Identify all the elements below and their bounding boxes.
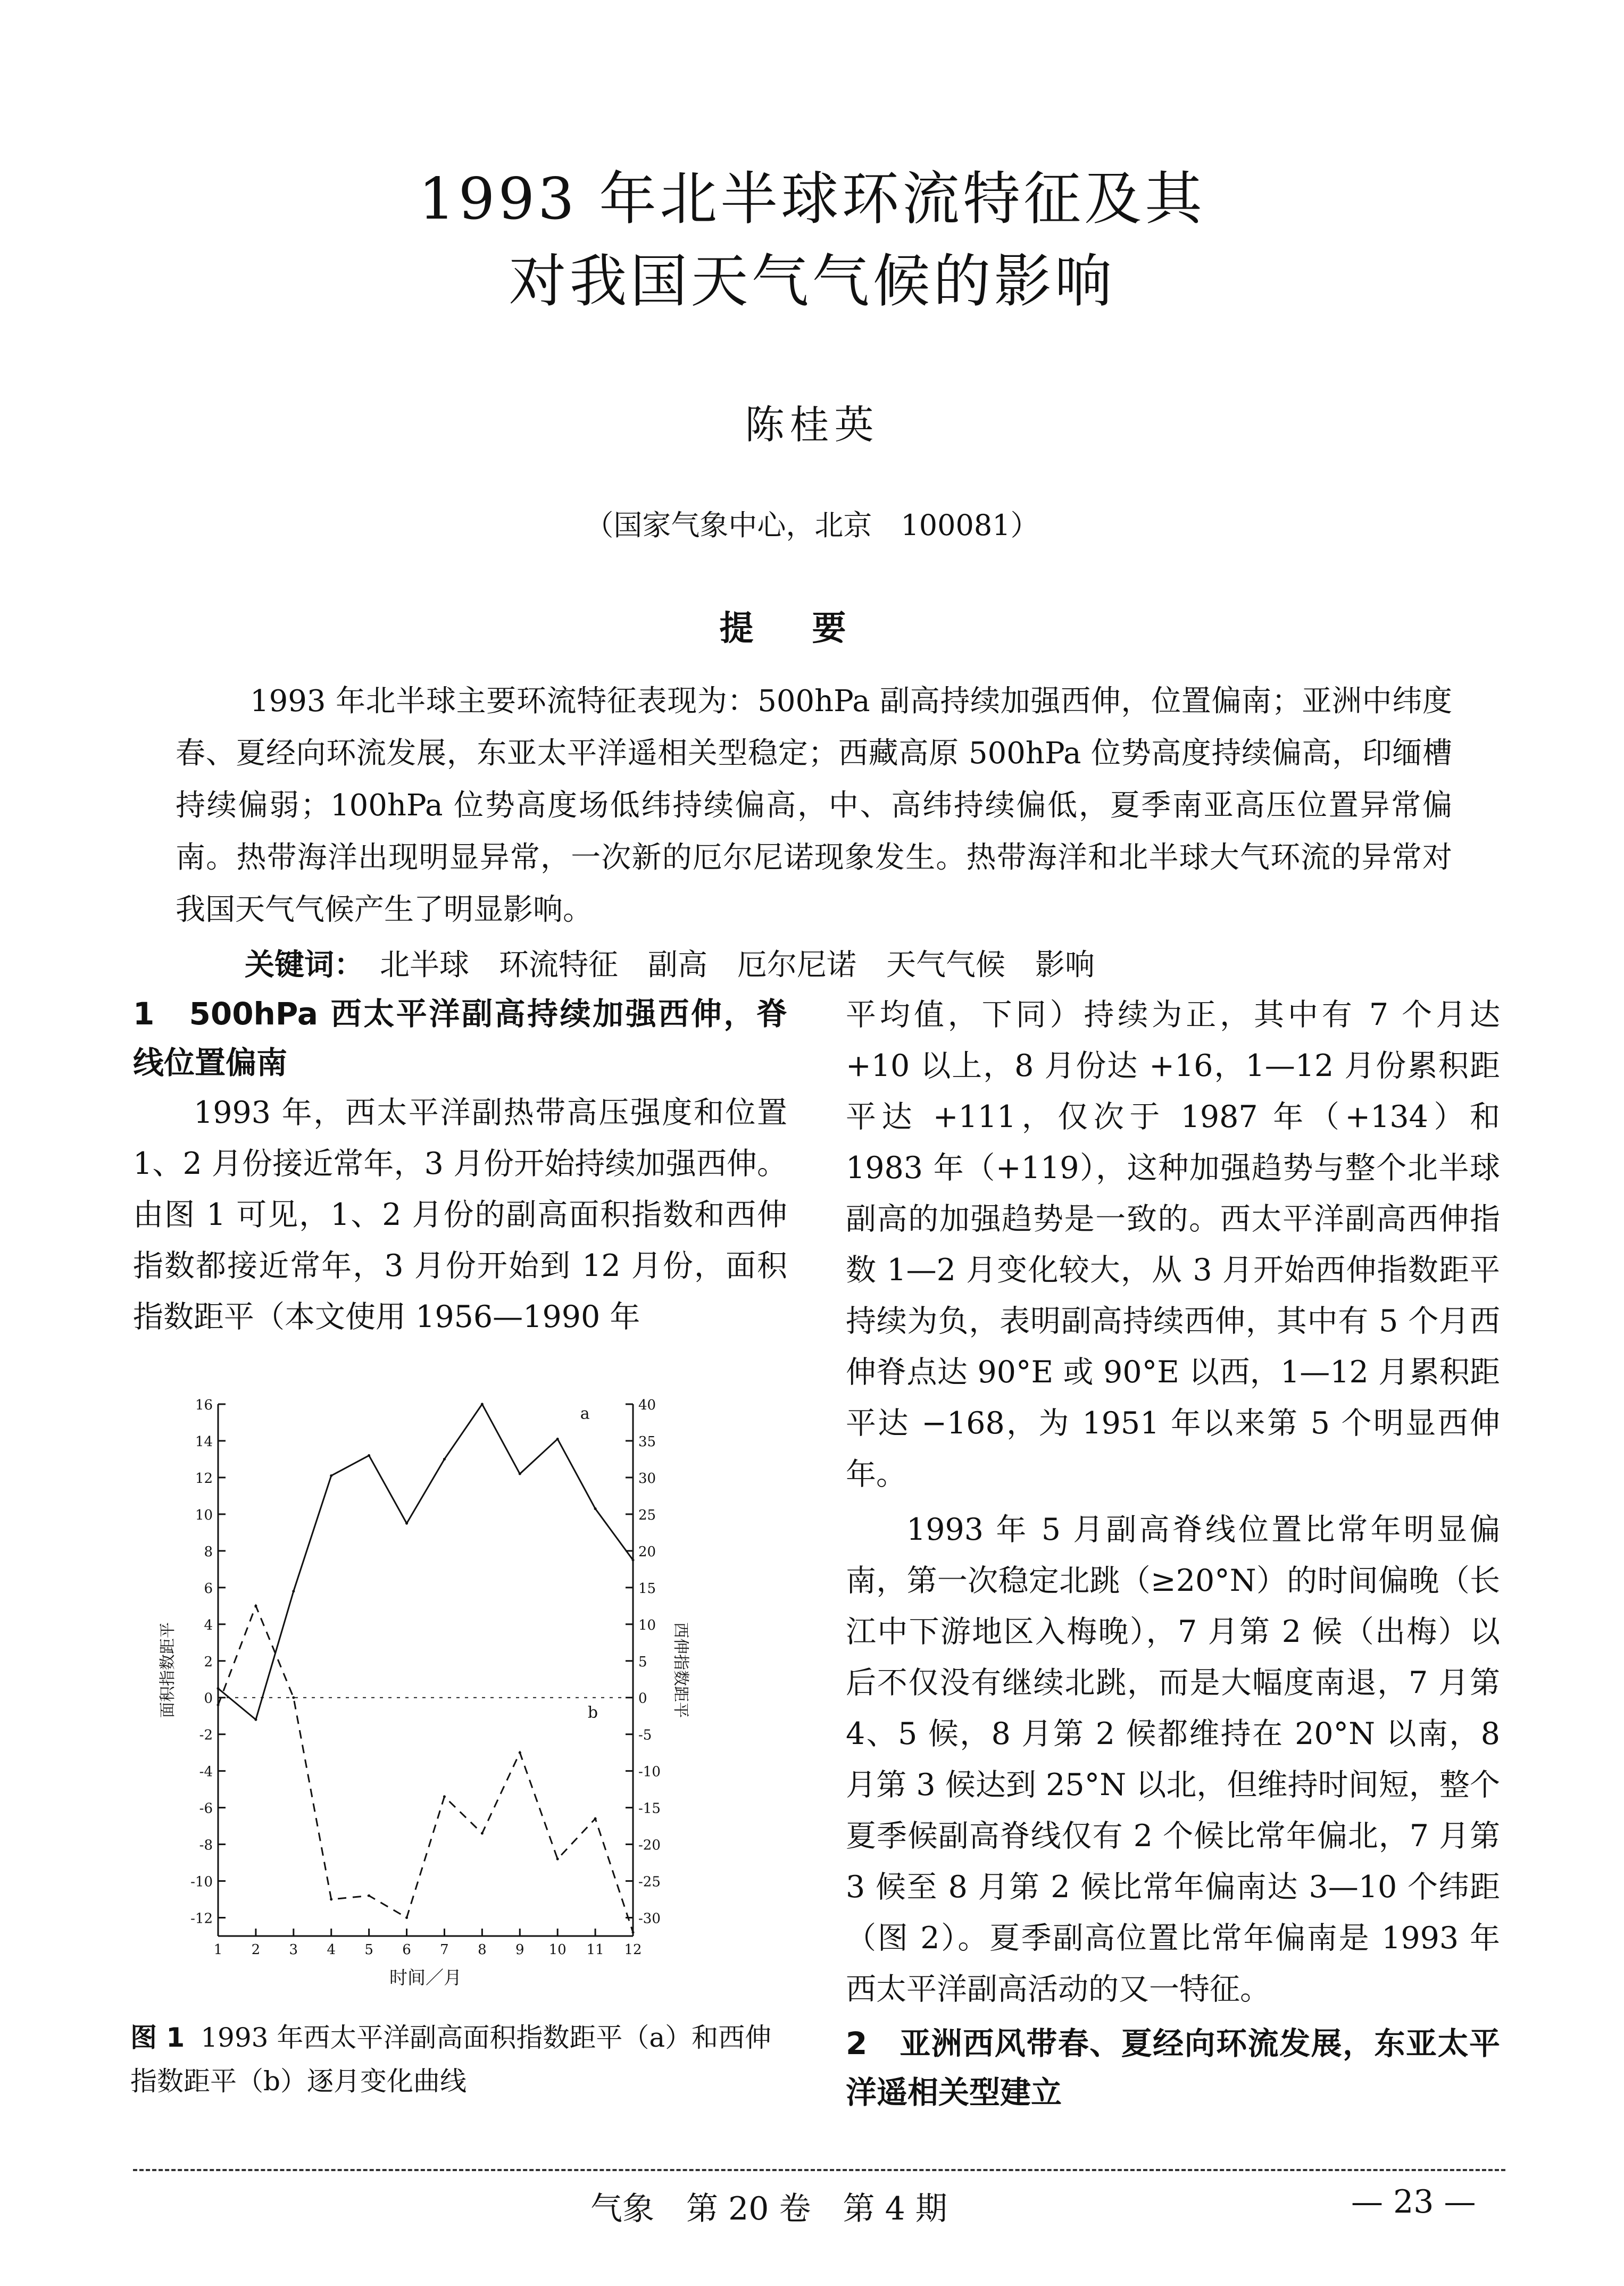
- series-label-b: b: [587, 1703, 598, 1722]
- y-right-tick-label: 40: [638, 1397, 656, 1413]
- data-point-a: [481, 1403, 484, 1406]
- data-point-a: [519, 1473, 521, 1475]
- data-point-a: [292, 1590, 295, 1592]
- y-right-tick-label: -30: [638, 1910, 661, 1927]
- y-left-tick-label: 12: [195, 1470, 213, 1487]
- data-point-b: [443, 1795, 446, 1798]
- y-right-tick-label: -5: [638, 1727, 652, 1743]
- y-right-tick-label: -15: [638, 1800, 661, 1817]
- y-left-tick-label: -8: [199, 1837, 213, 1854]
- x-tick-label: 3: [289, 1942, 298, 1958]
- x-axis-title: 时间／月: [389, 1967, 462, 1989]
- data-point-a: [632, 1559, 635, 1562]
- footer-rule: [133, 2169, 1505, 2171]
- paper-title-line2: 对我国天气气候的影响: [509, 248, 1115, 315]
- x-tick-label: 2: [251, 1942, 261, 1958]
- data-point-a: [443, 1458, 446, 1461]
- figure-1-chart: [138, 1372, 690, 1995]
- y-left-tick-label: 10: [195, 1507, 213, 1523]
- y-left-tick-label: -10: [190, 1874, 213, 1890]
- x-tick-label: 10: [548, 1942, 567, 1958]
- y-right-tick-label: -25: [638, 1874, 661, 1890]
- x-tick-label: 9: [515, 1942, 524, 1958]
- keywords-list: 北半球 环流特征 副高 厄尔尼诺 天气气候 影响: [380, 948, 1095, 982]
- y-left-tick-label: -6: [199, 1800, 213, 1817]
- y-left-tick-label: 0: [204, 1690, 213, 1707]
- abstract-text: 1993 年北半球主要环流特征表现为：500hPa 副高持续加强西伸，位置偏南；亚洲中纬度春、夏经向环流发展，东亚太平洋遥相关型稳定；西藏高原 500hPa 位势高度持续偏高，印缅槽持续偏弱；100hPa 位势高度场低纬持续偏高，中、高纬持续偏低，夏季南亚高压位置异常偏南。热带海洋出现明显异常，一次新的厄尔尼诺现象发生。热带海洋和北半球大气环流的异常对我国天气气候产生了明显影响。: [176, 684, 1452, 927]
- paragraph-1: 1993 年，西太平洋副热带高压强度和位置 1、2 月份接近常年，3 月份开始持续加强西伸。由图 1 可见，1、2 月份的副高面积指数和西伸指数都接近常年，3 月份开始到 12 月份，面积指数距平（本文使用 1956—1990 年: [133, 1095, 787, 1334]
- x-tick-label: 4: [327, 1942, 336, 1958]
- chart-series: [217, 1403, 635, 1934]
- data-point-a: [405, 1522, 408, 1525]
- y-right-tick-label: 10: [638, 1617, 656, 1633]
- x-tick-label: 8: [478, 1942, 487, 1958]
- data-point-a: [556, 1438, 559, 1440]
- right-column: [846, 989, 1500, 2117]
- y-left-tick-label: 2: [204, 1654, 213, 1670]
- figure-caption: [130, 2016, 785, 2103]
- data-point-b: [594, 1817, 597, 1820]
- keywords-label: 关键词：: [245, 947, 364, 982]
- figure-caption-text: 1993 年西太平洋副高面积指数距平（a）和西伸指数距平（b）逐月变化曲线: [130, 2022, 772, 2097]
- affiliation: （国家气象中心，北京 100081）: [585, 508, 1039, 542]
- data-point-b: [292, 1696, 295, 1699]
- keywords: [245, 941, 1095, 984]
- data-point-a: [217, 1687, 220, 1690]
- y-right-tick-label: -10: [638, 1764, 661, 1780]
- series-line-b: [218, 1606, 633, 1932]
- x-tick-label: 6: [402, 1942, 411, 1958]
- paragraph-1-continued: 平均值，下同）持续为正，其中有 7 个月达 +10 以上，8 月份达 +16，1—12 月份累积距平达 +111，仅次于 1987 年（+134）和 1983 年（+119），这种加强趋势与整个北半球副高的加强趋势是一致的。西太平洋副高西伸指数 1—2 月变化较大，从 3 月开始西伸指数距平持续为负，表明副高持续西伸，其中有 5 个月西伸脊点达 90°E 或 90°E 以西，1—12 月累积距平达 −168，为 1951 年以来第 5 个明显西伸年。: [846, 997, 1500, 1492]
- left-column: [133, 989, 787, 1342]
- chart-labels: [159, 1397, 690, 1989]
- data-point-b: [405, 1916, 408, 1919]
- y-left-tick-label: 6: [204, 1580, 213, 1597]
- data-point-b: [556, 1858, 559, 1860]
- section1-heading: 1 500hPa 西太平洋副高持续加强西伸，脊线位置偏南: [133, 996, 787, 1081]
- y-right-tick-label: 15: [638, 1580, 656, 1597]
- y-left-tick-label: 14: [195, 1433, 213, 1450]
- x-tick-label: 12: [624, 1942, 642, 1958]
- data-point-b: [481, 1832, 484, 1834]
- x-tick-label: 7: [440, 1942, 449, 1958]
- x-tick-label: 5: [364, 1942, 373, 1958]
- paper-title-line1: 1993 年北半球环流特征及其: [418, 166, 1206, 232]
- y-right-tick-label: 5: [638, 1654, 647, 1670]
- y-right-tick-label: 20: [638, 1544, 656, 1560]
- data-point-a: [368, 1454, 370, 1457]
- data-point-b: [519, 1751, 521, 1754]
- figure-caption-label: 图 1: [130, 2022, 185, 2053]
- data-point-b: [368, 1895, 370, 1897]
- y-right-tick-label: 30: [638, 1470, 656, 1487]
- footer-page-number: — 23 —: [1351, 2183, 1476, 2221]
- y-right-tick-label: 0: [638, 1690, 647, 1707]
- series-label-a: a: [580, 1404, 590, 1423]
- paragraph-2: 1993 年 5 月副高脊线位置比常年明显偏南，第一次稳定北跳（≥20°N）的时间偏晚（长江中下游地区入梅晚），7 月第 2 候（出梅）以后不仅没有继续北跳，而是大幅度南退，7 月第 4、5 候，8 月第 2 候都维持在 20°N 以南，8 月第 3 候达到 25°N 以北，但维持时间短，整个夏季候副高脊线仅有 2 个候比常年偏北，7 月第 3 候至 8 月第 2 候比常年偏南达 3—10 个纬距（图 2）。夏季副高位置比常年偏南是 1993 年西太平洋副高活动的又一特征。: [846, 1512, 1500, 2007]
- data-point-b: [330, 1898, 332, 1901]
- y-left-tick-label: 8: [204, 1544, 213, 1560]
- x-tick-label: 11: [586, 1942, 604, 1958]
- y-right-tick-label: 35: [638, 1433, 656, 1450]
- author: 陈桂英: [745, 402, 879, 448]
- y-right-tick-label: 25: [638, 1507, 656, 1523]
- data-point-a: [330, 1474, 332, 1477]
- y-left-tick-label: 16: [195, 1397, 213, 1413]
- series-line-a: [218, 1404, 633, 1720]
- abstract-heading: 提要: [719, 608, 905, 648]
- y-left-tick-label: -2: [199, 1727, 213, 1743]
- data-point-b: [632, 1931, 635, 1934]
- x-tick-label: 1: [213, 1942, 223, 1958]
- y-left-axis-title: 面积指数距平: [159, 1622, 177, 1718]
- data-point-b: [254, 1605, 257, 1607]
- footer-journal: 气象 第 20 卷 第 4 期: [590, 2190, 947, 2227]
- data-point-a: [254, 1718, 257, 1721]
- y-left-tick-label: 4: [204, 1617, 213, 1633]
- y-right-tick-label: -20: [638, 1837, 661, 1854]
- data-point-b: [217, 1704, 220, 1706]
- y-left-tick-label: -4: [199, 1764, 213, 1780]
- y-left-tick-label: -12: [190, 1910, 213, 1927]
- data-point-a: [594, 1507, 597, 1510]
- section2-heading: 2 亚洲西风带春、夏经向环流发展，东亚太平洋遥相关型建立: [846, 2025, 1500, 2110]
- y-right-axis-title: 西伸指数距平: [671, 1622, 690, 1718]
